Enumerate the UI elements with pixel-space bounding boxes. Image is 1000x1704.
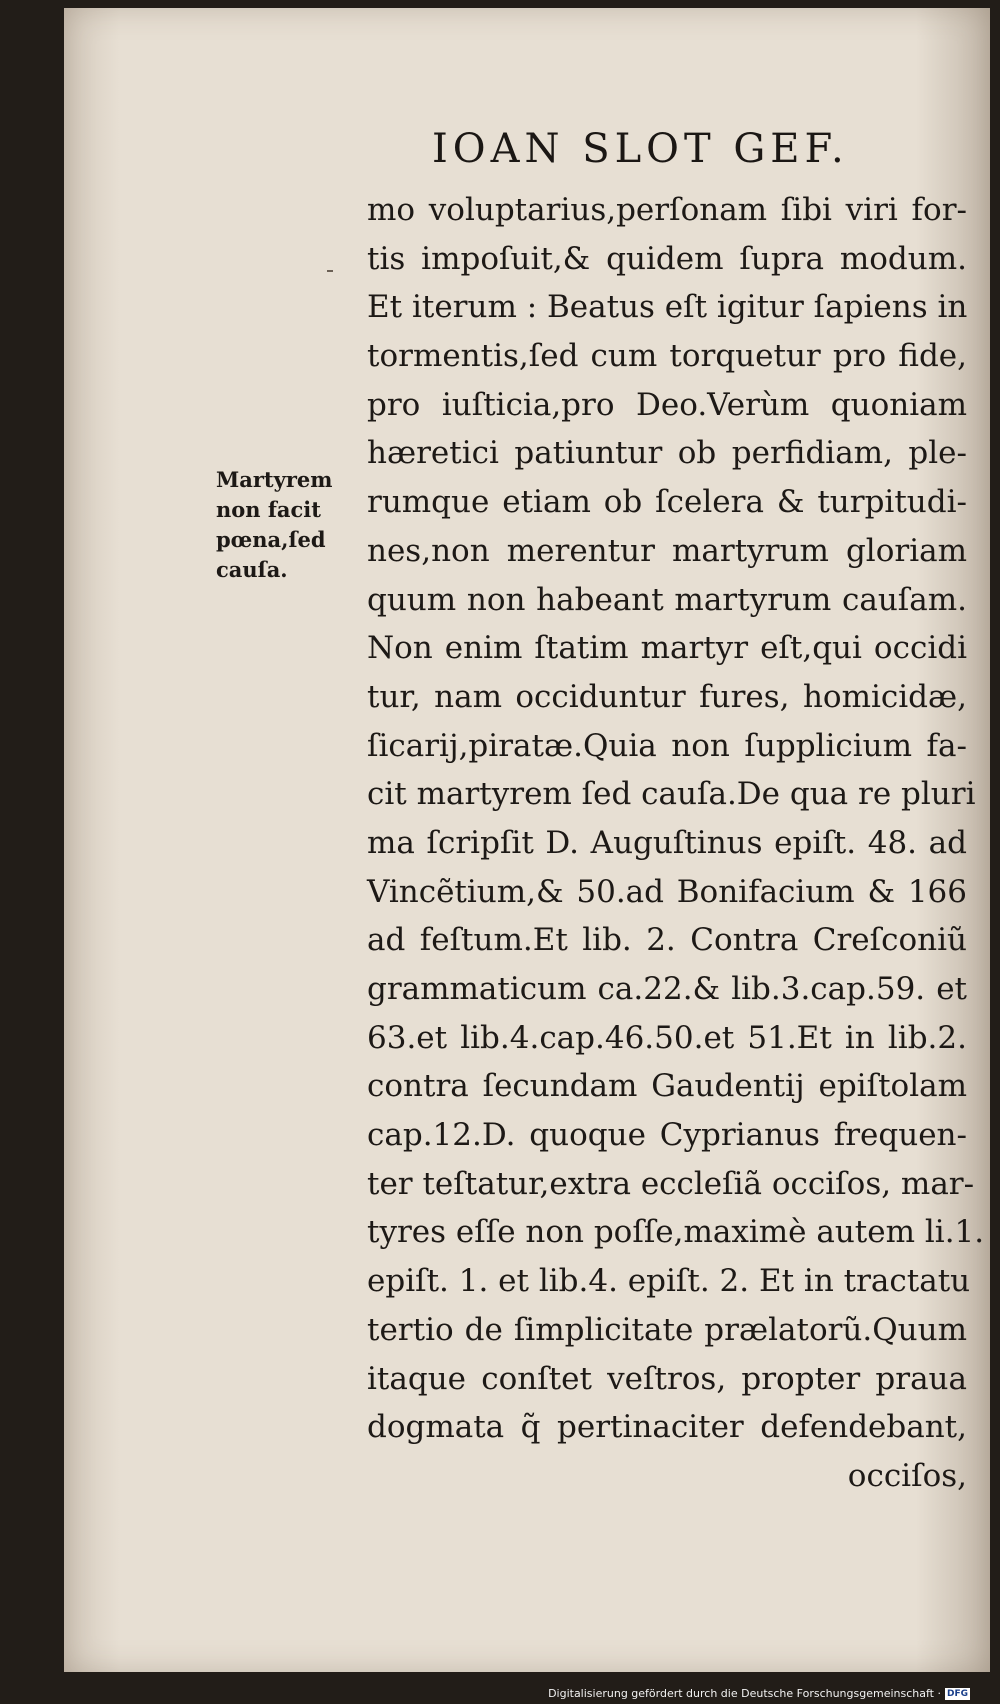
- text-line: contra ſecundam Gaudentij epiſtolam: [367, 1068, 967, 1105]
- text-line: Vincẽtium,& 50.ad Bonifacium & 166: [367, 873, 967, 910]
- text-line: Non enim ſtatim martyr eſt,qui occidi: [367, 630, 967, 667]
- text-line: 63.et lib.4.cap.46.50.et 51.Et in lib.2.: [367, 1019, 967, 1056]
- text-line: nes,non merentur martyrum gloriam: [367, 532, 967, 569]
- text-line: dogmata q̃ pertinaciter defendebant,: [367, 1409, 967, 1446]
- margin-mark: [327, 270, 333, 272]
- text-line: cit martyrem ſed cauſa.De qua re pluri: [367, 776, 976, 813]
- digitization-credit: [548, 1687, 970, 1700]
- text-line: tis impoſuit,& quidem ſupra modum.: [367, 240, 967, 277]
- text-line: ma ſcripſit D. Auguſtinus epiſt. 48. ad: [367, 824, 967, 861]
- running-head: IOAN SLOT GEF.: [432, 126, 849, 172]
- text-line: grammaticum ca.22.& lib.3.cap.59. et: [367, 971, 967, 1007]
- text-line: tormentis,ſed cum torquetur pro fide,: [367, 338, 967, 375]
- text-line: ſicarij,piratæ.Quia non ſupplicium fa-: [367, 727, 967, 764]
- marginal-note-line: cauſa.: [216, 557, 288, 582]
- text-line: ad feſtum.Et lib. 2. Contra Creſconiũ: [367, 922, 967, 959]
- text-line: rumque etiam ob ſcelera & turpitudi-: [367, 484, 967, 521]
- text-line: epiſt. 1. et lib.4. epiſt. 2. Et in tractatu: [367, 1263, 971, 1300]
- text-line: ter teſtatur,extra eccleſiã occiſos, mar-: [367, 1165, 975, 1202]
- text-line: cap.12.D. quoque Cyprianus frequen-: [367, 1117, 967, 1154]
- text-line: tur, nam occiduntur fures, homicidæ,: [367, 678, 967, 715]
- credit-text: Digitalisierung gefördert durch die Deutsche Forschungsgemeinschaft ·: [548, 1687, 941, 1700]
- book-page: [64, 8, 990, 1672]
- marginal-note-line: non facit: [216, 497, 321, 522]
- text-line: tyres eſſe non poſſe,maximè autem li.1.: [367, 1214, 985, 1251]
- text-line: pro iuſticia,pro Deo.Verùm quoniam: [367, 386, 967, 423]
- marginal-note-line: Martyrem: [216, 467, 333, 492]
- text-line: tertio de ſimplicitate prælatorũ.Quum: [367, 1311, 967, 1348]
- body-text: [367, 186, 985, 1501]
- catchword: occiſos,: [847, 1457, 967, 1494]
- marginal-note-line: pœna,ſed: [216, 527, 326, 552]
- text-line: mo voluptarius,perſonam ſibi viri for-: [367, 192, 967, 228]
- text-line: quum non habeant martyrum cauſam.: [367, 581, 967, 618]
- marginal-note: [216, 465, 361, 585]
- text-line: Et iterum : Beatus eſt igitur ſapiens in: [367, 289, 968, 326]
- text-line: itaque conſtet veſtros, propter praua: [367, 1360, 967, 1397]
- text-line: hæretici patiuntur ob perfidiam, ple-: [367, 435, 967, 472]
- dfg-logo-icon: DFG: [946, 1688, 968, 1699]
